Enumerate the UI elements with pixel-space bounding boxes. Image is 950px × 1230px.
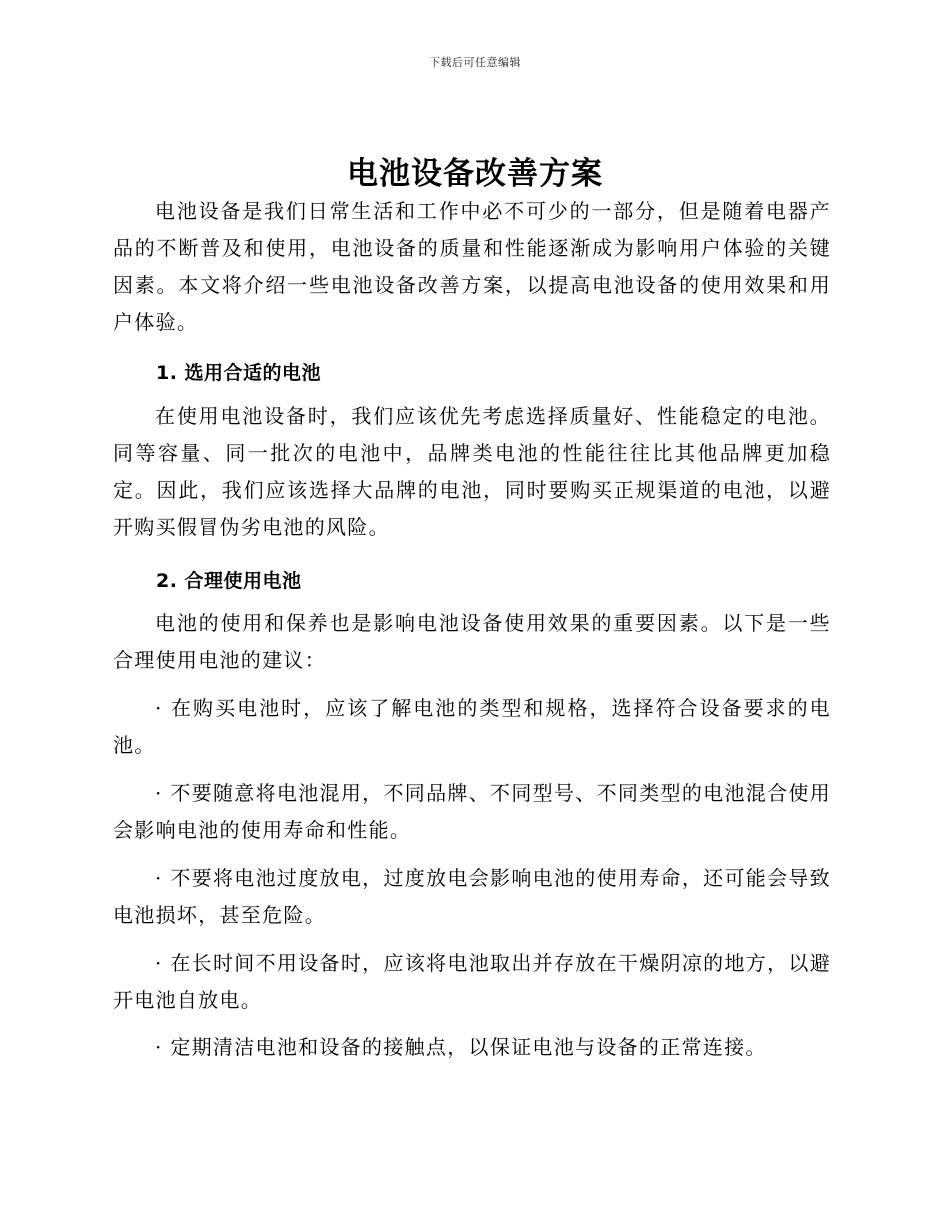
header-note: 下载后可任意编辑 [429,56,521,69]
section-1-paragraph: 在使用电池设备时，我们应该优先考虑选择质量好、性能稳定的电池。同等容量、同一批次的电池中，品牌类电池的性能往往比其他品牌更加稳定。因此，我们应该选择大品牌的电池，同时要购买正规渠道的电池，以避开购买假冒伪劣电池的风险。 [113,404,831,539]
section-2-heading: 2. 合理使用电池 [156,570,302,592]
bullet-item-4: · 在长时间不用设备时，应该将电池取出并存放在干燥阴凉的地方，以避开电池自放电。 [113,951,831,1012]
document-title: 电池设备改善方案 [347,156,603,192]
bullet-item-1: · 在购买电池时，应该了解电池的类型和规格，选择符合设备要求的电池。 [113,696,831,757]
section-1-heading: 1. 选用合适的电池 [156,362,322,384]
bullet-item-3: · 不要将电池过度放电，过度放电会影响电池的使用寿命，还可能会导致电池损坏，甚至危险。 [113,866,831,927]
intro-paragraph: 电池设备是我们日常生活和工作中必不可少的一部分，但是随着电器产品的不断普及和使用，电池设备的质量和性能逐渐成为影响用户体验的关键因素。本文将介绍一些电池设备改善方案，以提高电池设备的使用效果和用户体验。 [113,199,831,334]
bullet-item-2: · 不要随意将电池混用，不同品牌、不同型号、不同类型的电池混合使用会影响电池的使用寿命和性能。 [113,781,831,842]
bullet-item-5: · 定期清洁电池和设备的接触点，以保证电池与设备的正常连接。 [155,1035,767,1059]
section-2-paragraph: 电池的使用和保养也是影响电池设备使用效果的重要因素。以下是一些合理使用电池的建议： [113,611,831,672]
